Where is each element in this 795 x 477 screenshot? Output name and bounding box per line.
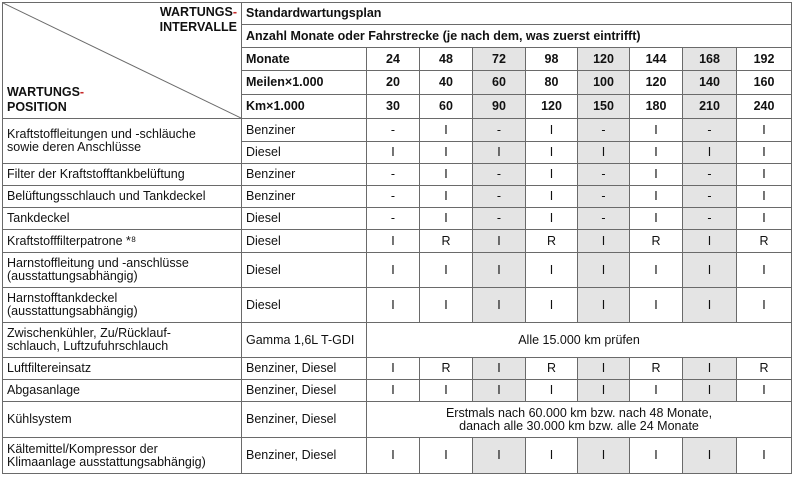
months-value: 72 bbox=[473, 48, 526, 71]
check-cell: - bbox=[473, 119, 526, 142]
miles-value: 60 bbox=[473, 71, 526, 95]
check-cell: I bbox=[420, 142, 473, 164]
months-value: 168 bbox=[683, 48, 737, 71]
check-cell: R bbox=[630, 358, 683, 380]
check-cell: I bbox=[526, 288, 578, 323]
check-cell: I bbox=[473, 380, 526, 402]
check-cell: I bbox=[737, 208, 792, 230]
item-label: Tankdeckel bbox=[3, 208, 242, 230]
check-cell: I bbox=[526, 438, 578, 474]
check-cell: I bbox=[367, 142, 420, 164]
km-value: 180 bbox=[630, 95, 683, 119]
check-cell: I bbox=[630, 208, 683, 230]
fuel-type: Benziner, Diesel bbox=[242, 438, 367, 474]
check-cell: I bbox=[473, 438, 526, 474]
check-cell: - bbox=[473, 164, 526, 186]
months-value: 192 bbox=[737, 48, 792, 71]
miles-value: 40 bbox=[420, 71, 473, 95]
check-cell: I bbox=[630, 119, 683, 142]
check-cell: R bbox=[420, 358, 473, 380]
miles-value: 160 bbox=[737, 71, 792, 95]
check-cell: I bbox=[367, 253, 420, 288]
check-cell: I bbox=[367, 438, 420, 474]
check-cell: I bbox=[737, 438, 792, 474]
check-cell: I bbox=[473, 358, 526, 380]
check-cell: R bbox=[737, 358, 792, 380]
check-cell: - bbox=[578, 186, 630, 208]
item-label: Zwischenkühler, Zu/Rücklauf- schlauch, Luftzufuhrschlauch bbox=[3, 323, 242, 358]
check-cell: I bbox=[578, 253, 630, 288]
check-cell: R bbox=[420, 230, 473, 253]
km-label: Km×1.000 bbox=[242, 95, 367, 119]
header-corner-cell bbox=[3, 3, 242, 119]
check-cell: I bbox=[473, 253, 526, 288]
km-value: 120 bbox=[526, 95, 578, 119]
check-cell: I bbox=[526, 186, 578, 208]
item-label: Belüftungsschlauch und Tankdeckel bbox=[3, 186, 242, 208]
item-label: Kühlsystem bbox=[3, 402, 242, 438]
check-cell: I bbox=[420, 253, 473, 288]
check-cell: I bbox=[420, 164, 473, 186]
position-header-label: WARTUNGS- POSITION bbox=[7, 85, 85, 114]
check-cell: - bbox=[578, 119, 630, 142]
check-cell: I bbox=[367, 380, 420, 402]
check-cell: I bbox=[526, 208, 578, 230]
maintenance-schedule-table bbox=[2, 2, 792, 474]
km-value: 30 bbox=[367, 95, 420, 119]
miles-label: Meilen×1.000 bbox=[242, 71, 367, 95]
check-cell: I bbox=[578, 230, 630, 253]
item-label: Kältemittel/Kompressor der Klimaanlage ausstattungsabhängig) bbox=[3, 438, 242, 474]
check-cell: I bbox=[630, 142, 683, 164]
check-cell: R bbox=[630, 230, 683, 253]
months-value: 98 bbox=[526, 48, 578, 71]
check-cell: - bbox=[683, 164, 737, 186]
check-cell: - bbox=[367, 208, 420, 230]
item-label: Kraftstoffleitungen und -schläuche sowie deren Anschlüsse bbox=[3, 119, 242, 164]
check-cell: - bbox=[578, 164, 630, 186]
item-label: Harnstoffleitung und -anschlüsse (ausstattungsabhängig) bbox=[3, 253, 242, 288]
check-cell: I bbox=[526, 142, 578, 164]
check-cell: I bbox=[737, 119, 792, 142]
check-cell: I bbox=[630, 380, 683, 402]
check-cell: I bbox=[683, 380, 737, 402]
check-cell: I bbox=[420, 186, 473, 208]
check-cell: I bbox=[578, 142, 630, 164]
fuel-type: Diesel bbox=[242, 253, 367, 288]
check-cell: I bbox=[737, 253, 792, 288]
check-cell: I bbox=[420, 288, 473, 323]
check-cell: I bbox=[578, 438, 630, 474]
check-cell: I bbox=[526, 119, 578, 142]
check-cell: - bbox=[367, 186, 420, 208]
fuel-type: Diesel bbox=[242, 208, 367, 230]
check-cell: I bbox=[683, 438, 737, 474]
km-value: 240 bbox=[737, 95, 792, 119]
check-cell: I bbox=[578, 288, 630, 323]
fuel-type: Diesel bbox=[242, 288, 367, 323]
check-cell: I bbox=[526, 253, 578, 288]
check-cell: I bbox=[630, 186, 683, 208]
months-value: 48 bbox=[420, 48, 473, 71]
check-cell: R bbox=[526, 358, 578, 380]
miles-value: 100 bbox=[578, 71, 630, 95]
check-cell: I bbox=[526, 380, 578, 402]
check-cell: I bbox=[737, 288, 792, 323]
miles-value: 120 bbox=[630, 71, 683, 95]
item-label: Harnstofftankdeckel (ausstattungsabhängig) bbox=[3, 288, 242, 323]
check-cell: I bbox=[578, 358, 630, 380]
check-cell: I bbox=[683, 253, 737, 288]
interval-note: Alle 15.000 km prüfen bbox=[367, 323, 792, 358]
check-cell: I bbox=[367, 230, 420, 253]
fuel-type: Benziner bbox=[242, 164, 367, 186]
km-value: 210 bbox=[683, 95, 737, 119]
fuel-type: Benziner, Diesel bbox=[242, 380, 367, 402]
check-cell: - bbox=[473, 208, 526, 230]
months-value: 24 bbox=[367, 48, 420, 71]
check-cell: R bbox=[526, 230, 578, 253]
check-cell: - bbox=[367, 119, 420, 142]
miles-value: 140 bbox=[683, 71, 737, 95]
check-cell: I bbox=[737, 142, 792, 164]
check-cell: I bbox=[420, 208, 473, 230]
check-cell: I bbox=[473, 230, 526, 253]
check-cell: - bbox=[683, 186, 737, 208]
km-value: 150 bbox=[578, 95, 630, 119]
item-label: Filter der Kraftstofftankbelüftung bbox=[3, 164, 242, 186]
plan-subtitle: Anzahl Monate oder Fahrstrecke (je nach dem, was zuerst eintrifft) bbox=[242, 25, 792, 48]
check-cell: I bbox=[420, 380, 473, 402]
check-cell: I bbox=[683, 358, 737, 380]
fuel-type: Benziner bbox=[242, 119, 367, 142]
interval-note: Erstmals nach 60.000 km bzw. nach 48 Monate, danach alle 30.000 km bzw. alle 24 Monate bbox=[367, 402, 792, 438]
check-cell: I bbox=[683, 230, 737, 253]
check-cell: I bbox=[737, 186, 792, 208]
plan-title: Standardwartungsplan bbox=[242, 3, 792, 25]
check-cell: I bbox=[737, 164, 792, 186]
interval-header-label: WARTUNGS- INTERVALLE bbox=[159, 5, 237, 34]
check-cell: - bbox=[683, 119, 737, 142]
months-label: Monate bbox=[242, 48, 367, 71]
months-value: 144 bbox=[630, 48, 683, 71]
check-cell: I bbox=[630, 288, 683, 323]
fuel-type: Benziner, Diesel bbox=[242, 358, 367, 380]
check-cell: I bbox=[630, 438, 683, 474]
fuel-type: Benziner bbox=[242, 186, 367, 208]
check-cell: I bbox=[526, 164, 578, 186]
fuel-type: Diesel bbox=[242, 142, 367, 164]
check-cell: I bbox=[737, 380, 792, 402]
fuel-type: Benziner, Diesel bbox=[242, 402, 367, 438]
check-cell: I bbox=[683, 288, 737, 323]
check-cell: - bbox=[578, 208, 630, 230]
km-value: 60 bbox=[420, 95, 473, 119]
item-label: Luftfiltereinsatz bbox=[3, 358, 242, 380]
check-cell: I bbox=[630, 164, 683, 186]
item-label: Kraftstofffilterpatrone *⁸ bbox=[3, 230, 242, 253]
check-cell: I bbox=[367, 358, 420, 380]
check-cell: - bbox=[367, 164, 420, 186]
check-cell: - bbox=[683, 208, 737, 230]
check-cell: I bbox=[473, 142, 526, 164]
check-cell: I bbox=[420, 119, 473, 142]
km-value: 90 bbox=[473, 95, 526, 119]
fuel-type: Diesel bbox=[242, 230, 367, 253]
months-value: 120 bbox=[578, 48, 630, 71]
check-cell: I bbox=[683, 142, 737, 164]
check-cell: I bbox=[420, 438, 473, 474]
fuel-type: Gamma 1,6L T-GDI bbox=[242, 323, 367, 358]
check-cell: I bbox=[473, 288, 526, 323]
item-label: Abgasanlage bbox=[3, 380, 242, 402]
check-cell: - bbox=[473, 186, 526, 208]
check-cell: I bbox=[578, 380, 630, 402]
miles-value: 80 bbox=[526, 71, 578, 95]
check-cell: I bbox=[630, 253, 683, 288]
miles-value: 20 bbox=[367, 71, 420, 95]
check-cell: I bbox=[367, 288, 420, 323]
check-cell: R bbox=[737, 230, 792, 253]
